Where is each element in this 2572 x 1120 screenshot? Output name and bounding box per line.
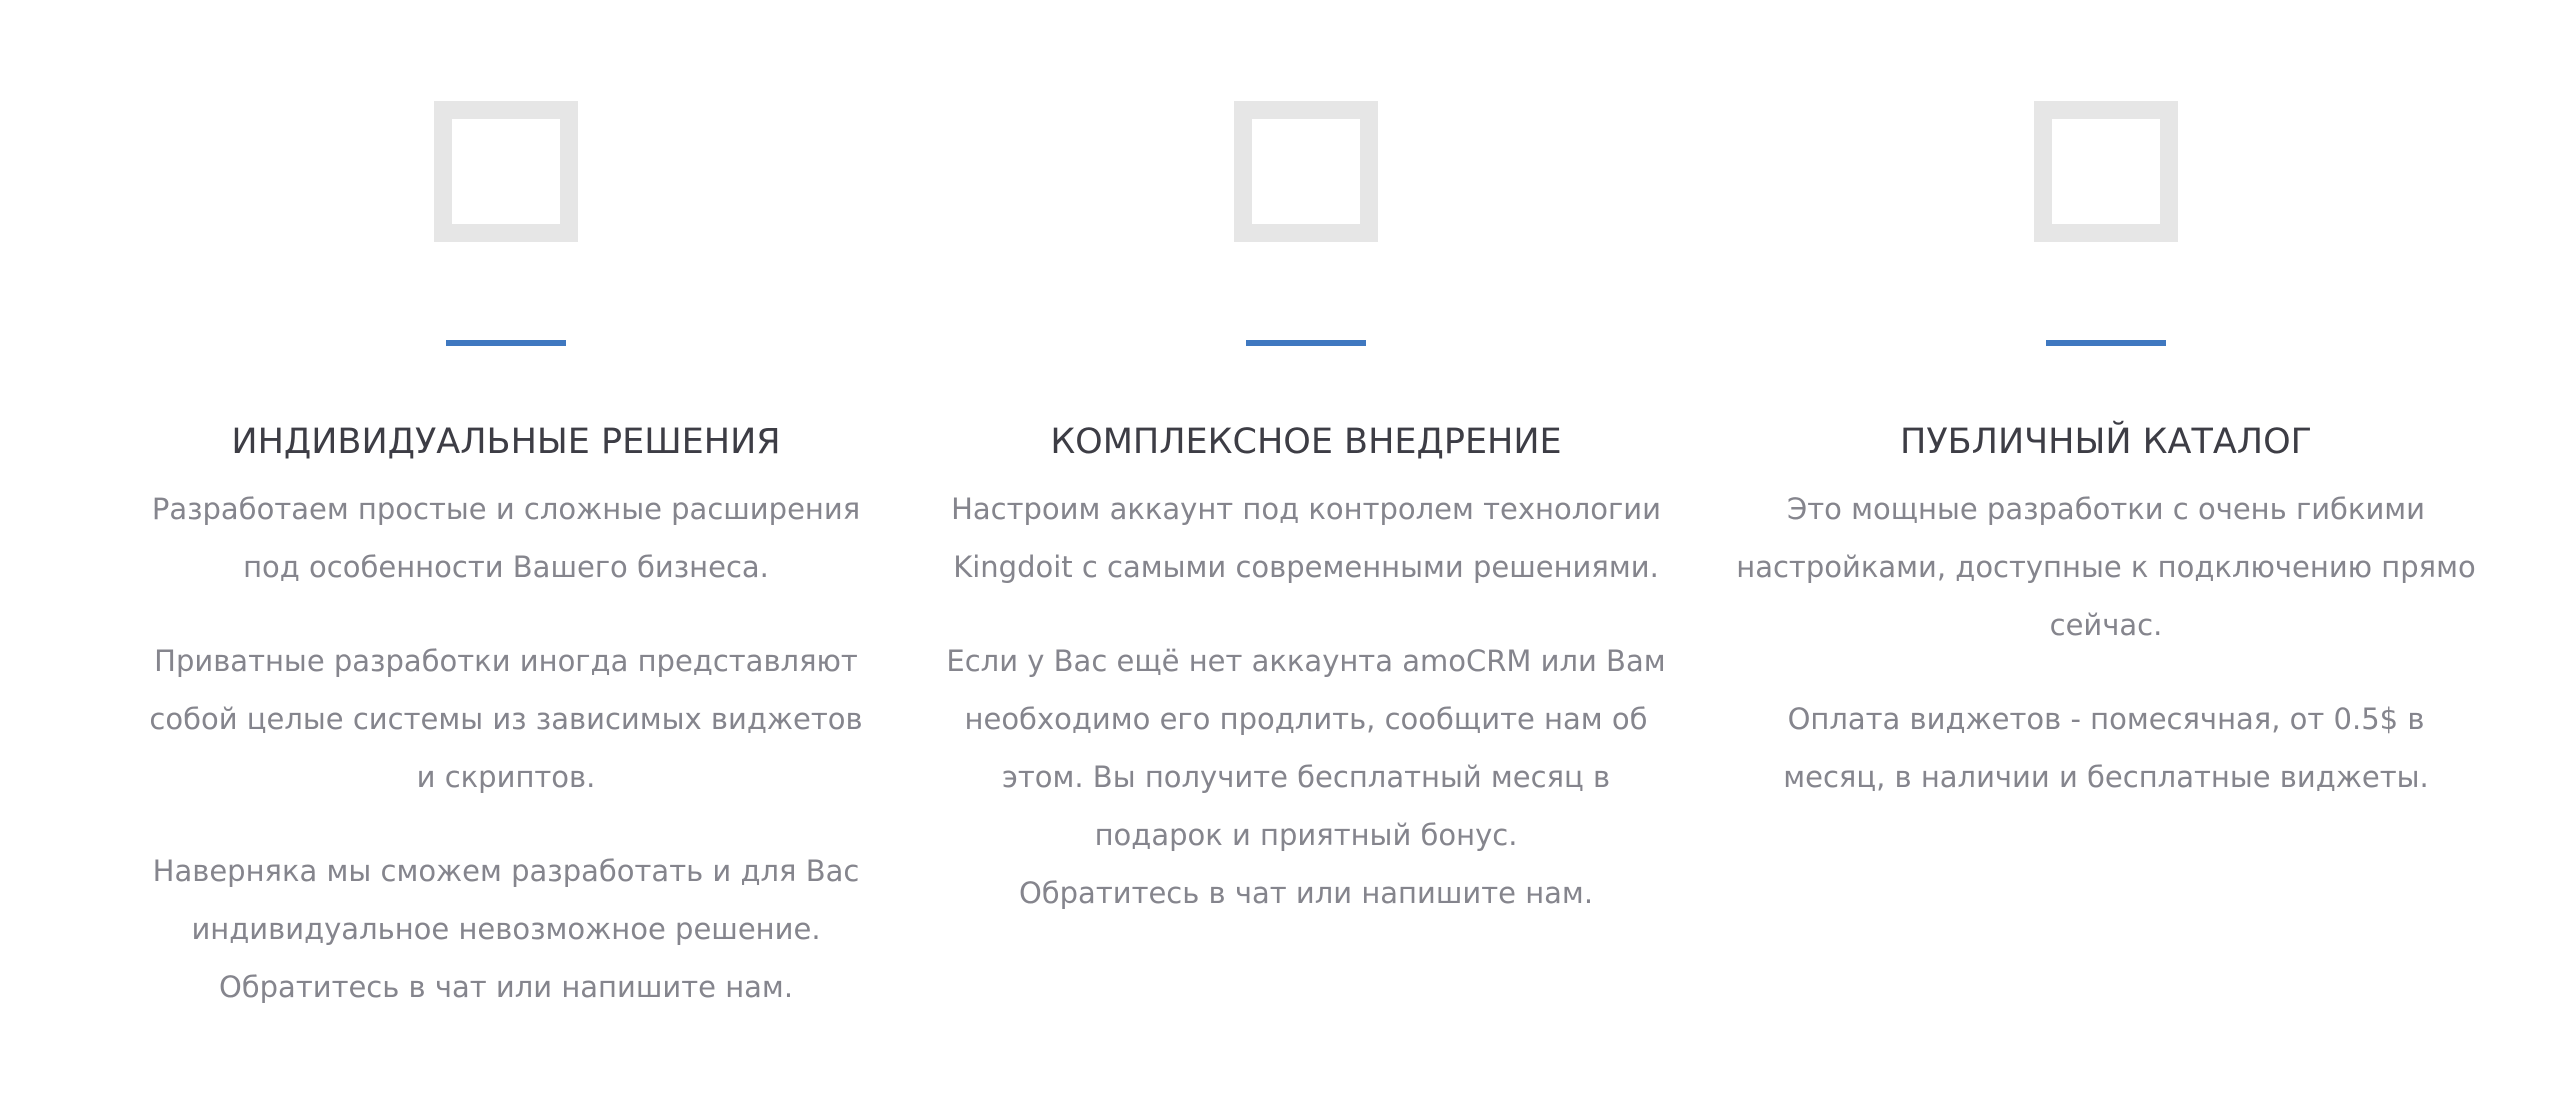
feature-description xyxy=(136,480,876,1052)
accent-divider xyxy=(2046,340,2166,346)
accent-divider xyxy=(446,340,566,346)
square-placeholder-icon xyxy=(2034,101,2178,242)
feature-paragraph: Приватные разработки иногда представляют собой целые системы из зависимых виджетов и скриптов. xyxy=(149,644,863,794)
feature-paragraph: Наверняка мы сможем разработать и для Вас индивидуальное невозможное решение. xyxy=(152,854,860,946)
square-placeholder-icon xyxy=(434,101,578,242)
feature-paragraph: Настроим аккаунт под контролем технологии Kingdoit с самыми современными решениями. xyxy=(951,492,1661,584)
feature-title: КОМПЛЕКСНОЕ ВНЕДРЕНИЕ xyxy=(1050,422,1562,462)
feature-paragraph: Разработаем простые и сложные расширения под особенности Вашего бизнеса. xyxy=(151,492,861,584)
feature-title: ИНДИВИДУАЛЬНЫЕ РЕШЕНИЯ xyxy=(231,422,781,462)
feature-paragraph: Это мощные разработки с очень гибкими настройками, доступные к подключению прямо сейчас. xyxy=(1736,492,2476,642)
feature-paragraph: Оплата виджетов - помесячная, от 0.5$ в месяц, в наличии и бесплатные виджеты. xyxy=(1783,702,2429,794)
contact-prompt: Обратитесь в чат или напишите нам. xyxy=(218,970,794,1004)
square-placeholder-icon xyxy=(1234,101,1378,242)
feature-description xyxy=(1736,480,2476,842)
feature-paragraph: Если у Вас ещё нет аккаунта amoCRM или Вам необходимо его продлить, сообщите нам об этом. Вы получите бесплатный месяц в подарок и приятный бонус. xyxy=(946,644,1666,852)
accent-divider xyxy=(1246,340,1366,346)
contact-prompt: Обратитесь в чат или напишите нам. xyxy=(1018,876,1594,910)
feature-title: ПУБЛИЧНЫЙ КАТАЛОГ xyxy=(1900,422,2312,462)
feature-description xyxy=(936,480,1676,958)
